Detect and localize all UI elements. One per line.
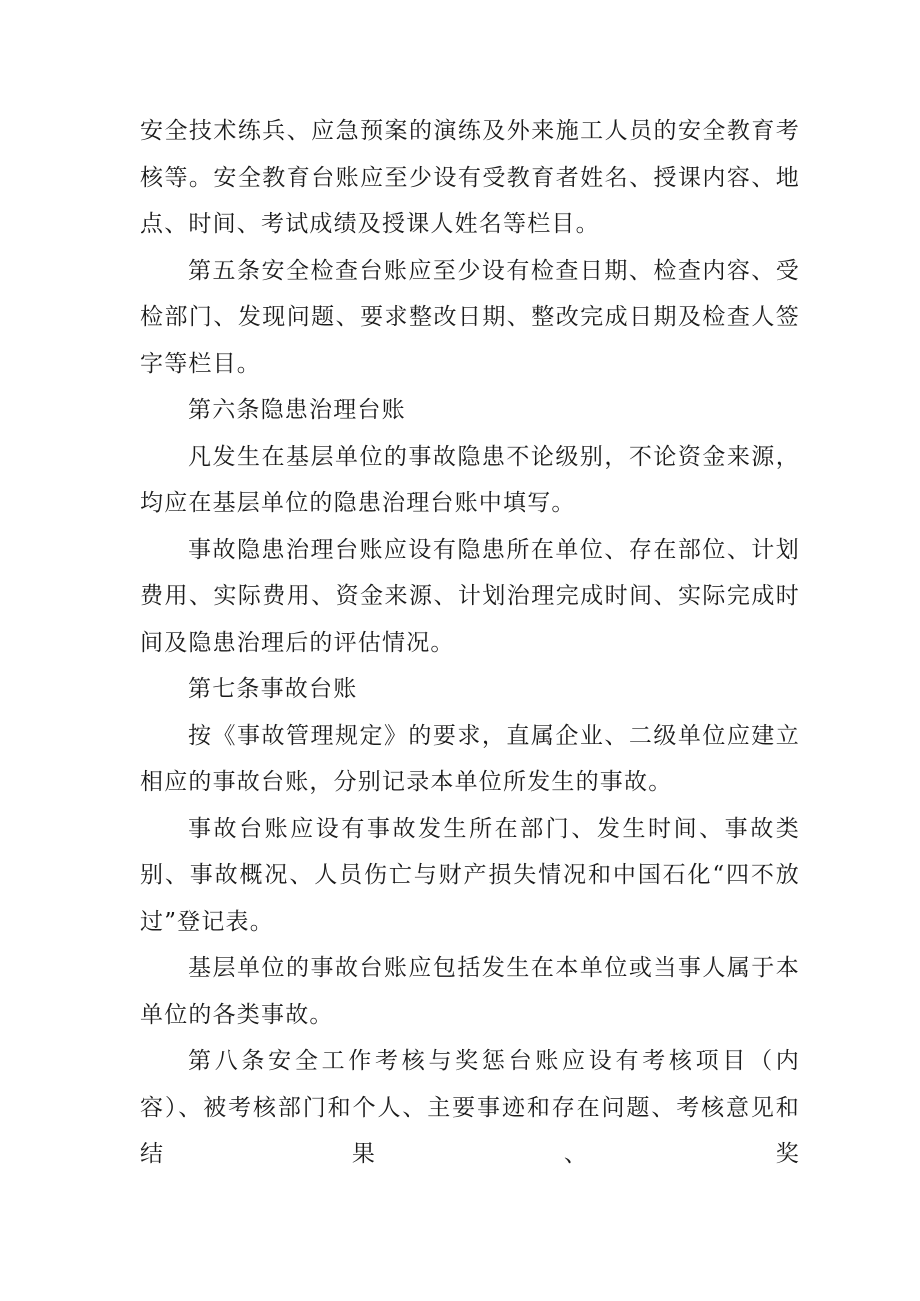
paragraph-continuation: 安全技术练兵、应急预案的演练及外来施工人员的安全教育考核等。安全教育台账应至少设有受教育者姓名、授课内容、地点、时间、考试成绩及授课人姓名等栏目。 — [140, 118, 800, 237]
paragraph-article-8: 第八条安全工作考核与奖惩台账应设有考核项目（内容）、被考核部门和个人、主要事迹和存在问题、考核意见和结果、奖 — [140, 1048, 800, 1167]
heading-article-6: 第六条隐患治理台账 — [188, 397, 406, 423]
paragraph-grassroots-accident-ledger: 基层单位的事故台账应包括发生在本单位或当事人属于本单位的各类事故。 — [140, 955, 800, 1028]
paragraph-article-5: 第五条安全检查台账应至少设有检查日期、检查内容、受检部门、发现问题、要求整改日期、整改完成日期及检查人签字等栏目。 — [140, 257, 800, 377]
paragraph-accident-ledger-fields: 事故台账应设有事故发生所在部门、发生时间、事故类别、事故概况、人员伤亡与财产损失情况和中国石化“四不放过”登记表。 — [140, 815, 800, 935]
paragraph-accident-rules: 按《事故管理规定》的要求，直属企业、二级单位应建立相应的事故台账，分别记录本单位所发生的事故。 — [140, 722, 800, 795]
heading-article-7: 第七条事故台账 — [188, 676, 358, 702]
paragraph-hazard-ledger-fields: 事故隐患治理台账应设有隐患所在单位、存在部位、计划费用、实际费用、资金来源、计划治理完成时间、实际完成时间及隐患治理后的评估情况。 — [140, 536, 800, 656]
document-body — [140, 108, 800, 1178]
paragraph-hazard-scope: 凡发生在基层单位的事故隐患不论级别，不论资金来源，均应在基层单位的隐患治理台账中填写。 — [140, 443, 800, 516]
